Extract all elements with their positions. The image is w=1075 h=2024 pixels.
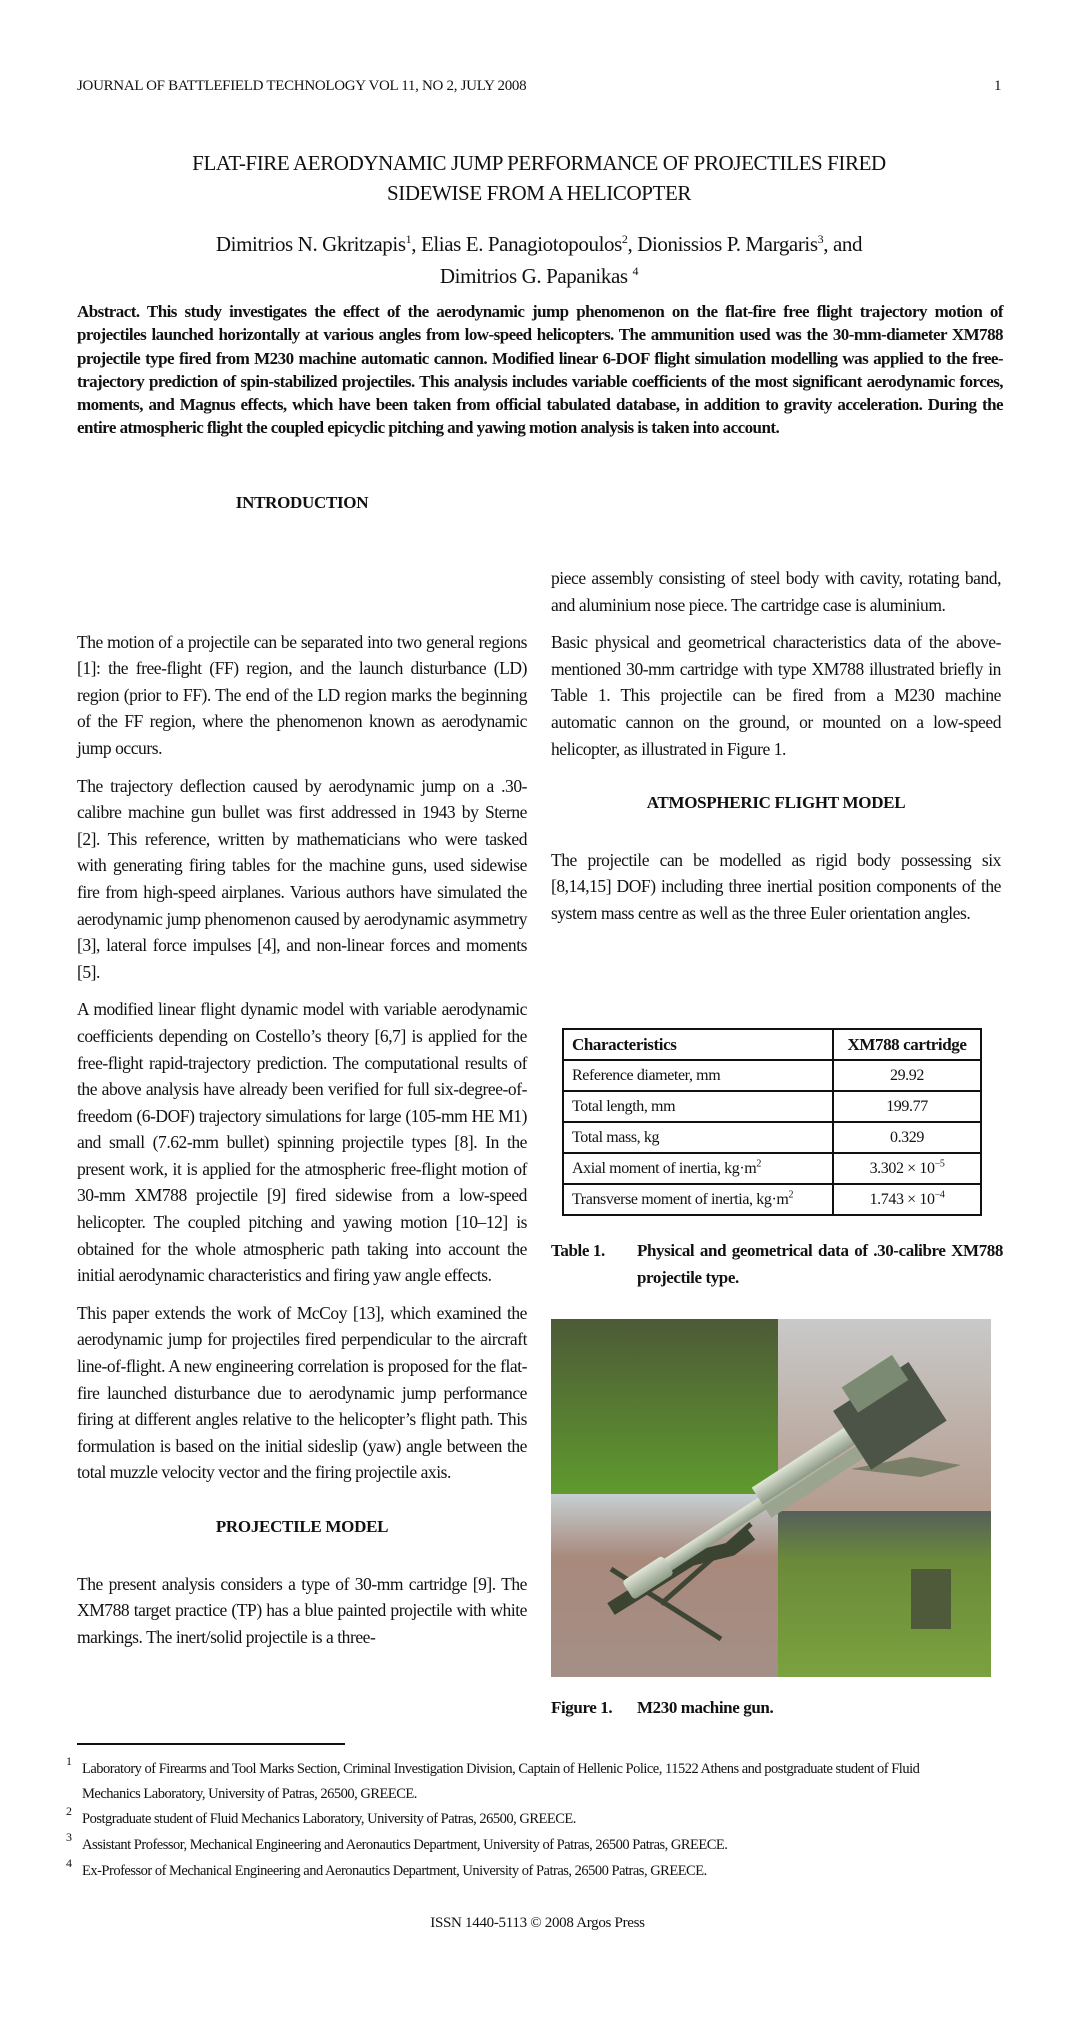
page-number: 1 (994, 78, 1002, 94)
author-mark: 3 (817, 232, 824, 246)
column-header: Characteristics (563, 1029, 833, 1060)
m230-collage-image (551, 1319, 991, 1677)
value-text: 199.77 (886, 1097, 928, 1115)
right-column (551, 565, 1001, 938)
value-text: 29.92 (889, 1066, 924, 1084)
author-mark: 2 (621, 232, 628, 246)
issn-footer: ISSN 1440-5113 © 2008 Argos Press (430, 1915, 645, 1931)
footnote-number: 3 (66, 1830, 72, 1844)
author-separator: , (411, 232, 421, 256)
title-line: FLAT-FIRE AERODYNAMIC JUMP PERFORMANCE OF PROJECTILES FIRED (192, 151, 886, 175)
figure-m230-photo (551, 1319, 991, 1677)
characteristic-label: Total length, mm (572, 1097, 676, 1115)
paragraph: A modified linear flight dynamic model with variable aerodynamic coefficients depending on Costello’s theory [6,7] is applied for the free-flight rapid-trajectory prediction. The computational results of the above analysis have already been verified for full six-degree-of-freedom (6-DOF) trajectory simulations for large (105-mm HE M1) and small (7.62-mm bullet) spinning projectile types [8]. In the present work, it is applied for the atmospheric free-flight motion of 30-mm XM788 projectile [9] fired sidewise from a low-speed helicopter. The coupled pitching and yawing motion [10–12] is obtained for the whole atmospheric path taking into account the initial aerodynamic characteristics and firing yaw angle effects. (77, 999, 527, 1286)
running-header: JOURNAL OF BATTLEFIELD TECHNOLOGY VOL 11, NO 2, JULY 2008 (77, 78, 527, 94)
author-name: Dionissios P. Margaris (637, 232, 818, 256)
author-mark: 1 (405, 232, 412, 246)
section-heading: INTRODUCTION (235, 493, 369, 512)
column-header: XM788 cartridge (833, 1029, 981, 1060)
paragraph: This paper extends the work of McCoy [13], which examined the aerodynamic jump for projectiles fired perpendicular to the aircraft line-of-flight. A new engineering correlation is proposed for the flat-fire launched disturbance due to aerodynamic jump performance firing at different angles relative to the helicopter’s flight path. This formulation is based on the initial sideslip (yaw) angle between the total muzzle velocity vector and the firing projectile axis. (77, 1302, 527, 1483)
footnote-number: 4 (66, 1856, 72, 1870)
paragraph: piece assembly consisting of steel body with cavity, rotating band, and aluminium nose piece. The cartridge case is aluminium. (551, 568, 1001, 615)
footnote (66, 1754, 1026, 1807)
table-caption (551, 1237, 1003, 1291)
value-text: 3.302 × 10 (869, 1159, 935, 1177)
table-row (563, 1153, 981, 1184)
value-cell (833, 1184, 981, 1215)
footnote-rule (77, 1743, 345, 1745)
footnote-number: 1 (66, 1754, 72, 1768)
footnote-text: Ex-Professor of Mechanical Engineering and Aeronautics Department, University of Patras, 26500 Patras, GREECE. (82, 1863, 707, 1879)
characteristic-cell (563, 1060, 833, 1091)
unit-exponent: 2 (788, 1189, 794, 1201)
author-name: Elias E. Panagiotopoulos (420, 232, 622, 256)
title-line: SIDEWISE FROM A HELICOPTER (386, 181, 692, 205)
value-text: 1.743 × 10 (869, 1190, 935, 1208)
footnote-text: Assistant Professor, Mechanical Engineering and Aeronautics Department, University of Patras, 26500 Patras, GREECE. (82, 1837, 728, 1853)
caption-text: M230 machine gun. (637, 1698, 774, 1717)
paragraph: The present analysis considers a type of 30-mm cartridge [9]. The XM788 target practice (TP) has a blue painted projectile with white markings. The inert/solid projectile is a three- (77, 1573, 527, 1647)
footnote (66, 1856, 1026, 1884)
author-name: Dimitrios N. Gkritzapis (215, 232, 406, 256)
figure-caption (551, 1694, 773, 1721)
unit-exponent: 2 (756, 1158, 761, 1170)
value-cell (833, 1060, 981, 1091)
author-list (77, 228, 1001, 292)
author-name: Dimitrios G. Papanikas (439, 264, 628, 288)
value-text: 0.329 (889, 1128, 924, 1146)
footnote (66, 1830, 1026, 1858)
value-exponent: −4 (934, 1189, 945, 1201)
table-row (563, 1091, 981, 1122)
characteristic-label: Transverse moment of inertia, kg·m (572, 1190, 789, 1208)
paragraph: The motion of a projectile can be separated into two general regions [1]: the free-flight (FF) region, and the launch disturbance (LD) region (prior to FF). The end of the LD region marks the beginning of the FF region, where the phenomenon known as aerodynamic jump occurs. (77, 631, 527, 758)
caption-label: Figure 1. (551, 1698, 613, 1717)
footnote-number: 2 (66, 1804, 72, 1818)
table-row (563, 1184, 981, 1215)
characteristic-cell (563, 1184, 833, 1215)
characteristic-cell (563, 1153, 833, 1184)
paragraph: The projectile can be modelled as rigid body possessing six [8,14,15] DOF) including three inertial position components of the system mass centre as well as the three Euler orientation angles. (551, 849, 1001, 923)
value-cell (833, 1122, 981, 1153)
paper-title (77, 148, 1001, 208)
value-exponent: −5 (934, 1158, 945, 1170)
author-mark: 4 (632, 264, 639, 278)
section-heading: PROJECTILE MODEL (215, 1517, 389, 1536)
footnote-text: Postgraduate student of Fluid Mechanics Laboratory, University of Patras, 26500, GREECE. (82, 1811, 576, 1827)
paragraph: The trajectory deflection caused by aerodynamic jump on a .30-calibre machine gun bullet was first addressed in 1943 by Sterne [2]. This reference, written by mathematicians who were tasked with generating firing tables for the machine guns, used sidewise fire from high-speed airplanes. Various authors have simulated the aerodynamic jump phenomenon caused by aerodynamic asymmetry [3], lateral force impulses [4], and non-linear forces and moments [5]. (77, 775, 527, 982)
value-cell (833, 1091, 981, 1122)
characteristic-label: Reference diameter, mm (572, 1066, 721, 1084)
left-column (77, 490, 527, 1661)
characteristic-cell (563, 1091, 833, 1122)
abstract: Abstract. This study investigates the effect of the aerodynamic jump phenomenon on the flat-fire free flight trajectory motion of projectiles launched horizontally at various angles from low-speed helicopters. The ammunition used was the 30-mm-diameter XM788 projectile type fired from M230 machine automatic cannon. Modified linear 6-DOF flight simulation modelling was applied to the free-trajectory prediction of spin-stabilized projectiles. This analysis includes variable coefficients of the most significant aerodynamic forces, moments, and Magnus effects, which have been taken from official tabulated database, in addition to gravity acceleration. During the entire atmospheric flight the coupled epicyclic pitching and yawing motion analysis is taken into account. (77, 302, 1003, 438)
characteristic-cell (563, 1122, 833, 1153)
caption-text: Physical and geometrical data of .30-calibre XM788 projectile type. (637, 1241, 1003, 1287)
caption-label: Table 1. (551, 1241, 605, 1260)
characteristic-label: Total mass, kg (572, 1128, 660, 1146)
section-heading: ATMOSPHERIC FLIGHT MODEL (646, 793, 906, 813)
table-row (563, 1122, 981, 1153)
footnote-text: Laboratory of Firearms and Tool Marks Section, Criminal Investigation Division, Captain of Hellenic Police, 11522 Athens and postgraduate student of Fluid Mechanics Laboratory, University of Patras, 26500, GREECE. (82, 1761, 920, 1802)
characteristics-table (562, 1028, 982, 1216)
value-cell (833, 1153, 981, 1184)
characteristic-label: Axial moment of inertia, kg·m (572, 1159, 757, 1177)
paragraph: Basic physical and geometrical characteristics data of the above-mentioned 30-mm cartridge with type XM788 illustrated briefly in Table 1. This projectile can be fired from a M230 machine automatic cannon on the ground, or mounted on a low-speed helicopter, as illustrated in Figure 1. (551, 632, 1001, 759)
table-row (563, 1060, 981, 1091)
footnote (66, 1804, 1026, 1832)
author-separator: , (627, 232, 638, 256)
author-separator: , and (823, 232, 863, 256)
table-header-row (563, 1029, 981, 1060)
table-1 (562, 1028, 982, 1216)
